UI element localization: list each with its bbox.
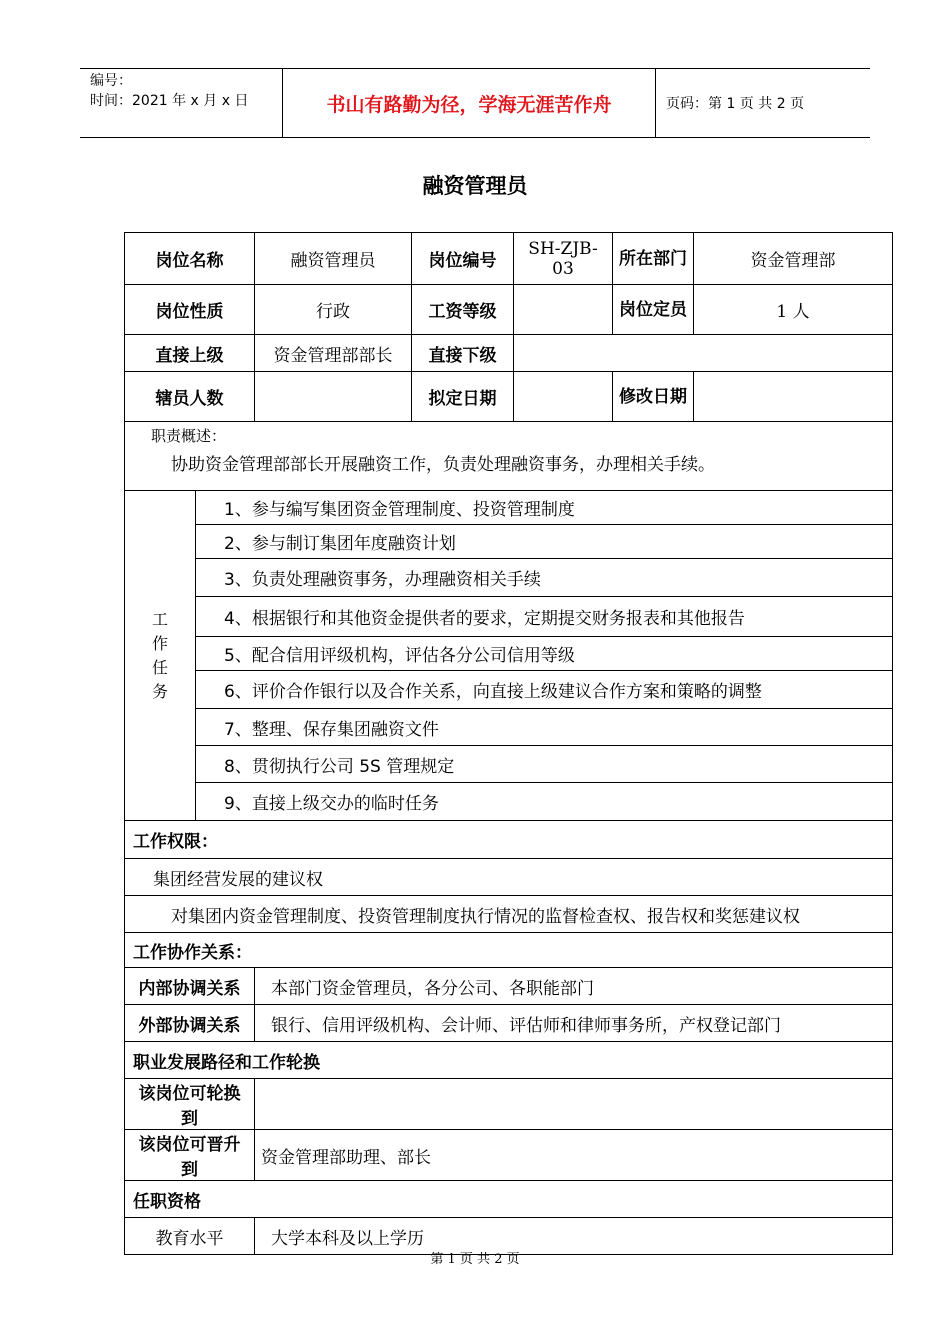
task-item: 9、直接上级交办的临时任务 xyxy=(196,783,893,821)
post-no-label: 岗位编号 xyxy=(412,233,514,285)
authority-row xyxy=(125,896,893,933)
summary-row xyxy=(125,422,893,491)
authority-item: 集团经营发展的建议权 xyxy=(125,859,893,896)
task-row xyxy=(125,559,893,597)
career-label: 职业发展路径和工作轮换 xyxy=(125,1042,893,1079)
qualification-label: 任职资格 xyxy=(125,1181,893,1218)
post-name-label: 岗位名称 xyxy=(125,233,255,285)
task-item: 7、整理、保存集团融资文件 xyxy=(196,709,893,746)
dept-value: 资金管理部 xyxy=(694,233,893,285)
education-value: 大学本科及以上学历 xyxy=(255,1218,893,1255)
quota-value: 1 人 xyxy=(694,285,893,335)
qualification-header-row xyxy=(125,1181,893,1218)
revise-date-label: 修改日期 xyxy=(613,372,694,422)
cooperation-label: 工作协作关系： xyxy=(125,933,893,968)
page-info: 页码：第 1 页 共 2 页 xyxy=(666,96,805,112)
time-label: 时间：2021 年 x 月 x 日 xyxy=(90,93,249,109)
page-header xyxy=(80,68,870,138)
superior-label: 直接上级 xyxy=(125,335,255,372)
authority-row xyxy=(125,859,893,896)
authority-header-row xyxy=(125,821,893,859)
internal-row xyxy=(125,968,893,1005)
doc-title: 融资管理员 xyxy=(422,174,528,198)
info-row-4 xyxy=(125,372,893,422)
salary-value xyxy=(514,285,613,335)
internal-value: 本部门资金管理员，各分公司、各职能部门 xyxy=(255,968,893,1005)
tasks-label: 工作任务 xyxy=(125,491,196,821)
task-item: 1、参与编写集团资金管理制度、投资管理制度 xyxy=(196,491,893,525)
task-item: 3、负责处理融资事务，办理融资相关手续 xyxy=(196,559,893,597)
job-description-table xyxy=(124,232,893,1255)
staff-label: 辖员人数 xyxy=(125,372,255,422)
motto: 书山有路勤为径，学海无涯苦作舟 xyxy=(282,69,656,137)
info-row-1 xyxy=(125,233,893,285)
external-value: 银行、信用评级机构、会计师、评估师和律师事务所，产权登记部门 xyxy=(255,1005,893,1042)
task-row xyxy=(125,597,893,637)
post-name-value: 融资管理员 xyxy=(255,233,412,285)
career-header-row xyxy=(125,1042,893,1079)
external-label: 外部协调关系 xyxy=(125,1005,255,1042)
revise-date-value xyxy=(694,372,893,422)
summary-label: 职责概述： xyxy=(151,427,227,445)
summary-text: 协助资金管理部部长开展融资工作，负责处理融资事务，办理相关手续。 xyxy=(171,455,715,475)
post-no-value: SH-ZJB-03 xyxy=(514,233,613,285)
quota-label: 岗位定员 xyxy=(613,285,694,335)
authority-item: 对集团内资金管理制度、投资管理制度执行情况的监督检查权、报告权和奖惩建议权 xyxy=(125,896,893,933)
external-row xyxy=(125,1005,893,1042)
draft-date-value xyxy=(514,372,613,422)
info-row-2 xyxy=(125,285,893,335)
task-item: 6、评价合作银行以及合作关系，向直接上级建议合作方案和策略的调整 xyxy=(196,671,893,709)
salary-label: 工资等级 xyxy=(412,285,514,335)
task-row xyxy=(125,637,893,671)
staff-value xyxy=(255,372,412,422)
task-item: 8、贯彻执行公司 5S 管理规定 xyxy=(196,746,893,783)
summary-cell xyxy=(125,422,893,491)
rotate-value xyxy=(255,1079,893,1130)
subordinate-value xyxy=(514,335,893,372)
promote-label: 该岗位可晋升到 xyxy=(125,1130,255,1181)
rotate-label: 该岗位可轮换到 xyxy=(125,1079,255,1130)
number-label: 编号： xyxy=(90,73,132,89)
internal-label: 内部协调关系 xyxy=(125,968,255,1005)
cooperation-header-row xyxy=(125,933,893,968)
nature-label: 岗位性质 xyxy=(125,285,255,335)
task-row xyxy=(125,525,893,559)
task-row xyxy=(125,671,893,709)
task-row xyxy=(125,709,893,746)
header-left xyxy=(90,71,248,111)
draft-date-label: 拟定日期 xyxy=(412,372,514,422)
promote-row xyxy=(125,1130,893,1181)
task-row xyxy=(125,746,893,783)
subordinate-label: 直接下级 xyxy=(412,335,514,372)
info-row-3 xyxy=(125,335,893,372)
rotate-row xyxy=(125,1079,893,1130)
authority-label: 工作权限： xyxy=(125,821,893,859)
task-item: 5、配合信用评级机构，评估各分公司信用等级 xyxy=(196,637,893,671)
task-item: 4、根据银行和其他资金提供者的要求，定期提交财务报表和其他报告 xyxy=(196,597,893,637)
education-label: 教育水平 xyxy=(125,1218,255,1255)
task-row xyxy=(125,491,893,525)
promote-value: 资金管理部助理、部长 xyxy=(255,1130,893,1181)
superior-value: 资金管理部部长 xyxy=(255,335,412,372)
page-footer: 第 1 页 共 2 页 xyxy=(430,1252,520,1267)
task-row xyxy=(125,783,893,821)
nature-value: 行政 xyxy=(255,285,412,335)
task-item: 2、参与制订集团年度融资计划 xyxy=(196,525,893,559)
dept-label: 所在部门 xyxy=(613,233,694,285)
